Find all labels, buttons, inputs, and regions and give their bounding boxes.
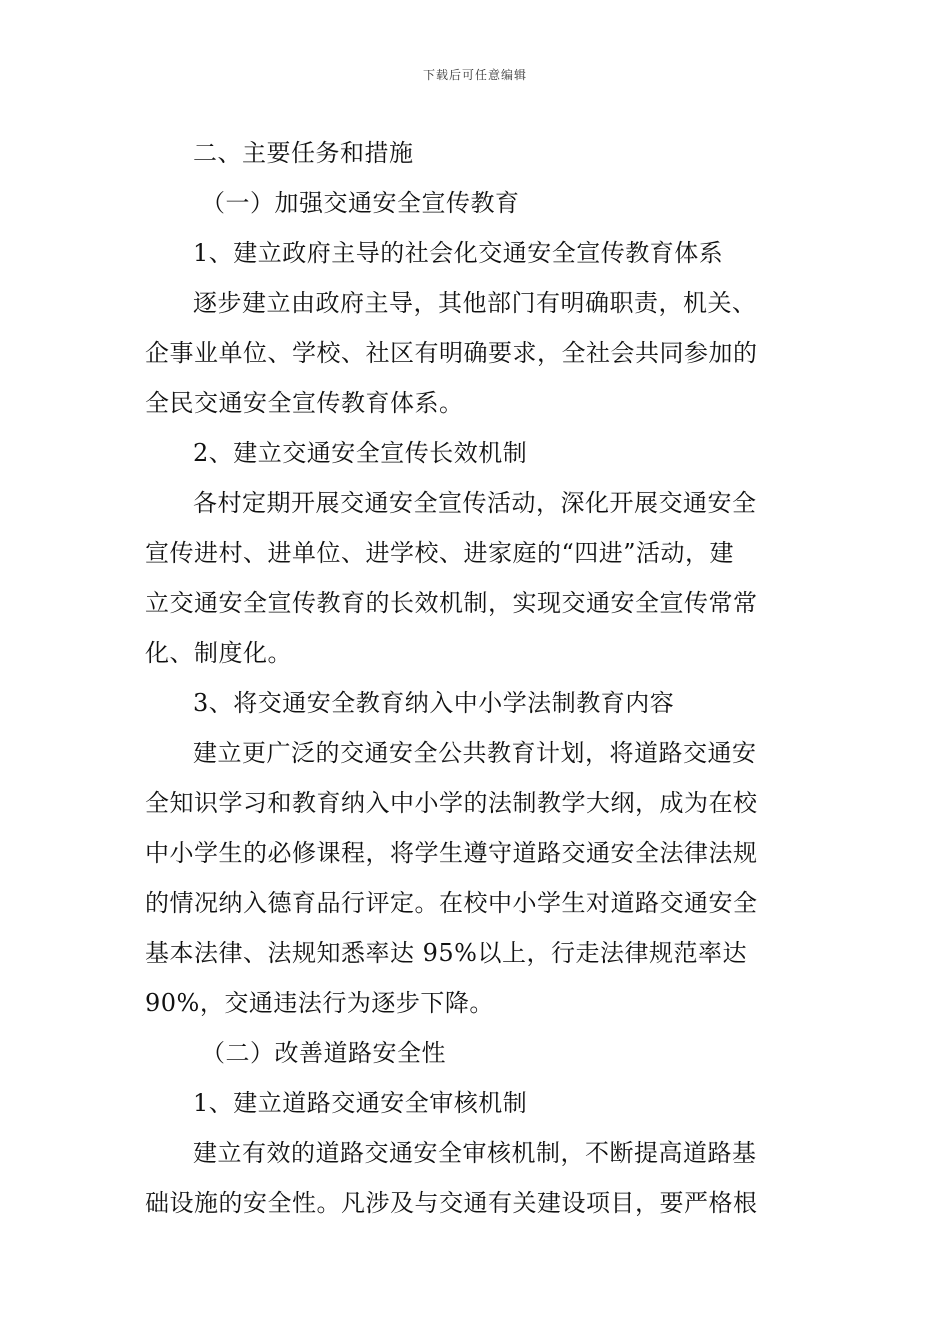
document-body xyxy=(145,128,807,1228)
text-line: 基本法律、法规知悉率达 95%以上，行走法律规范率达 xyxy=(145,939,747,967)
text-line: （二）改善道路安全性 xyxy=(201,1039,446,1067)
text-line: 逐步建立由政府主导，其他部门有明确职责，机关、 xyxy=(193,289,757,317)
text-line: 2、建立交通安全宣传长效机制 xyxy=(193,439,528,467)
text-line: 企事业单位、学校、社区有明确要求，全社会共同参加的 xyxy=(145,339,758,367)
text-line: 础设施的安全性。凡涉及与交通有关建设项目，要严格根 xyxy=(145,1189,758,1217)
text-line: 1、建立政府主导的社会化交通安全宣传教育体系 xyxy=(193,239,724,267)
text-line: （一）加强交通安全宣传教育 xyxy=(201,189,520,217)
text-line: 化、制度化。 xyxy=(145,639,292,667)
text-line: 建立有效的道路交通安全审核机制，不断提高道路基 xyxy=(193,1139,757,1167)
text-line: 90%，交通违法行为逐步下降。 xyxy=(145,989,494,1017)
text-line: 宣传进村、进单位、进学校、进家庭的“四进”活动，建 xyxy=(145,539,735,567)
text-line: 全知识学习和教育纳入中小学的法制教学大纲，成为在校 xyxy=(145,789,758,817)
text-line: 各村定期开展交通安全宣传活动，深化开展交通安全 xyxy=(193,489,757,517)
text-line: 1、建立道路交通安全审核机制 xyxy=(193,1089,528,1117)
text-line: 3、将交通安全教育纳入中小学法制教育内容 xyxy=(193,689,675,717)
page-header: 下载后可任意编辑 xyxy=(422,68,527,82)
text-line: 全民交通安全宣传教育体系。 xyxy=(145,389,464,417)
text-line: 中小学生的必修课程，将学生遵守道路交通安全法律法规 xyxy=(145,839,758,867)
text-line: 的情况纳入德育品行评定。在校中小学生对道路交通安全 xyxy=(145,889,758,917)
text-line: 立交通安全宣传教育的长效机制，实现交通安全宣传常常 xyxy=(145,589,758,617)
text-line: 建立更广泛的交通安全公共教育计划，将道路交通安 xyxy=(193,739,757,767)
text-line: 二、主要任务和措施 xyxy=(193,139,414,167)
